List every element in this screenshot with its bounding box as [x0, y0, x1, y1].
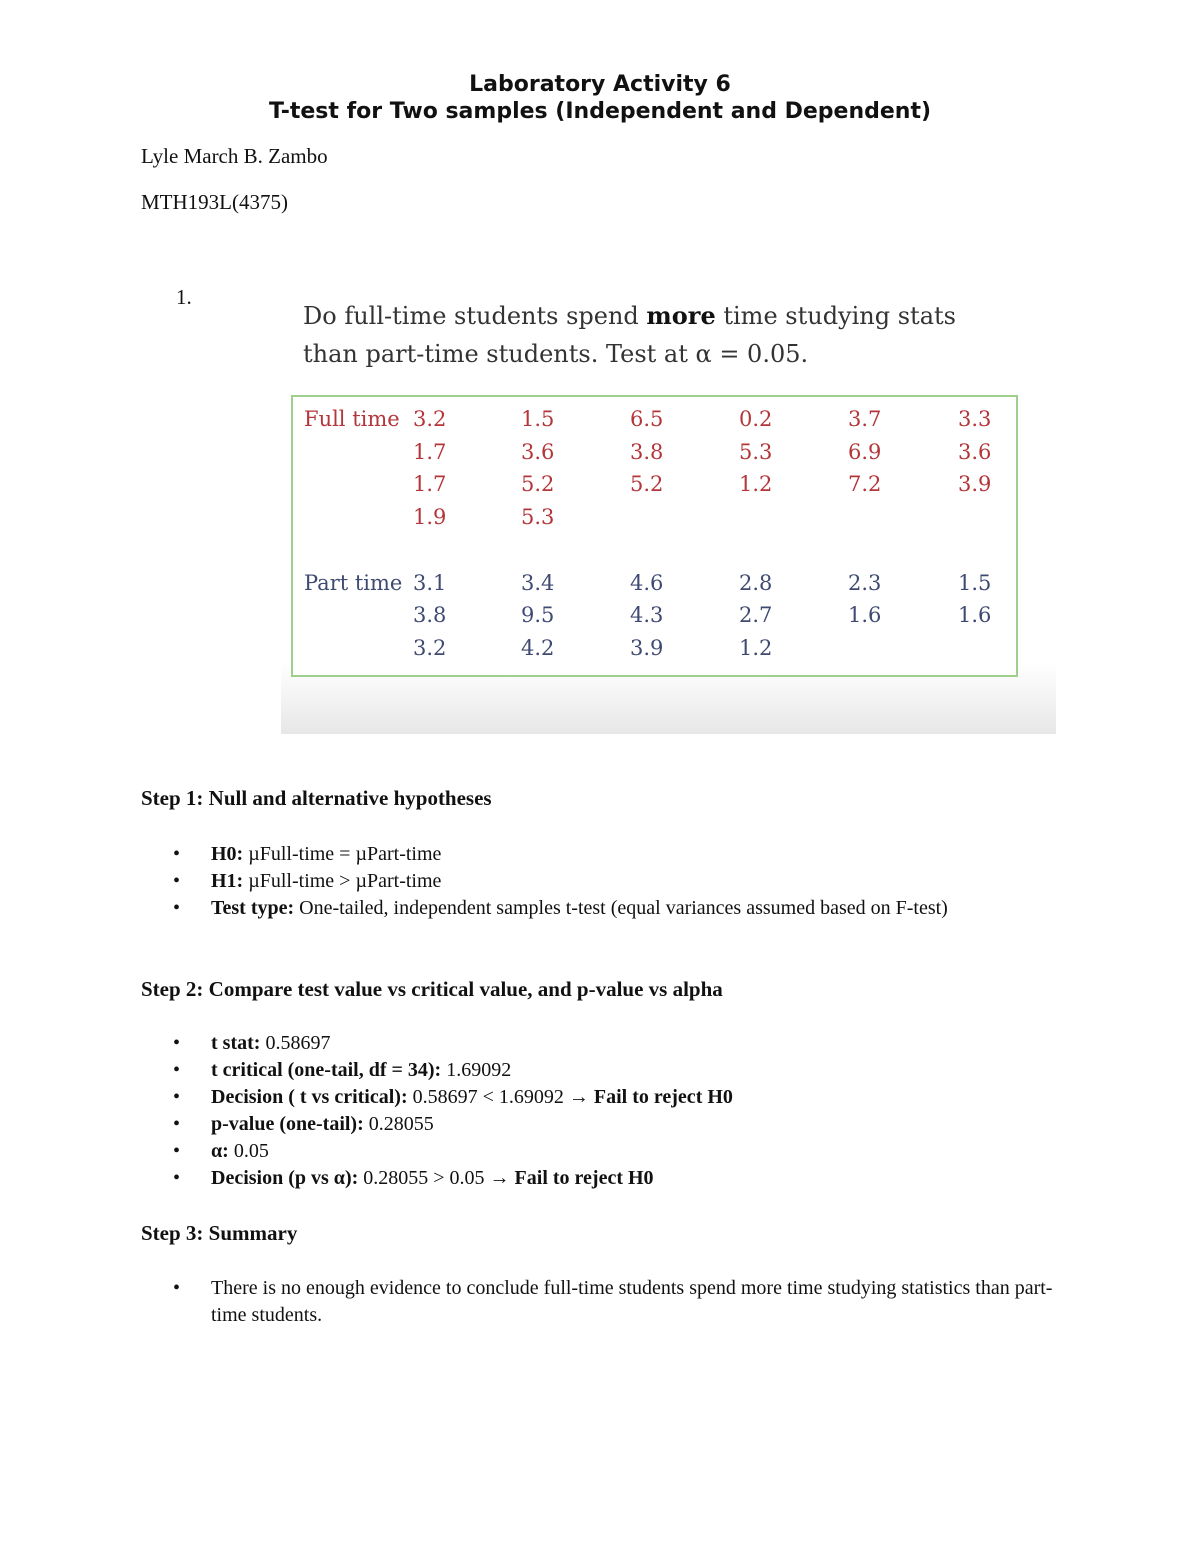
question-text-part: Do full-time students spend [303, 302, 647, 330]
step2-list [141, 1030, 1061, 1192]
step1-item-text: µFull-time > µPart-time [243, 870, 442, 892]
question-emphasis: more [646, 301, 716, 330]
step2-item [141, 1165, 1061, 1192]
question-number: 1. [176, 285, 192, 309]
part_time-value-cell: 1.5 [958, 571, 992, 595]
part_time-value-cell: 2.8 [739, 571, 773, 595]
author-name: Lyle March B. Zambo [141, 144, 328, 168]
part_time-value-cell: 3.2 [413, 636, 447, 660]
part_time-value-cell: 3.9 [630, 636, 664, 660]
part_time-value-cell: 1.6 [958, 603, 992, 627]
step2-item-text: 0.28055 [363, 1113, 434, 1135]
step2-item-text: 0.28055 > 0.05 → [358, 1167, 515, 1189]
step2-item-label: t stat: [211, 1032, 261, 1054]
full_time-value-cell: 1.7 [413, 440, 447, 464]
part_time-value-cell: 4.2 [521, 636, 555, 660]
step2-heading: Step 2: Compare test value vs critical value, and p-value vs alpha [141, 977, 723, 1001]
full_time-value-cell: 5.3 [739, 440, 773, 464]
full_time-value-cell: 3.9 [958, 472, 992, 496]
document-title: Laboratory Activity 6 [469, 72, 731, 97]
step3-list [141, 1275, 1061, 1329]
step2-item [141, 1111, 1061, 1138]
step2-item-text: 0.58697 < 1.69092 → [407, 1086, 594, 1108]
step1-item-text: µFull-time = µPart-time [243, 843, 442, 865]
part_time-value-cell: 4.3 [630, 603, 664, 627]
step3-item-text: There is no enough evidence to conclude full-time students spend more time studying statistics than part-time students. [211, 1277, 1053, 1326]
full_time-value-cell: 1.7 [413, 472, 447, 496]
question-text-part: time studying stats [715, 302, 956, 330]
full_time-value-cell: 3.6 [521, 440, 555, 464]
full_time-value-cell: 6.5 [630, 407, 664, 431]
full_time-value-cell: 6.9 [848, 440, 882, 464]
step2-item [141, 1030, 1061, 1057]
step1-item [141, 841, 1061, 868]
full_time-value-cell: 3.8 [630, 440, 664, 464]
step2-item [141, 1084, 1061, 1111]
step1-heading: Step 1: Null and alternative hypotheses [141, 786, 492, 810]
full_time-value-cell: 3.2 [413, 407, 447, 431]
step2-item-text: 0.05 [228, 1140, 269, 1162]
step1-item-label: H1: [211, 870, 244, 892]
data-table [291, 395, 1018, 677]
course-code: MTH193L(4375) [141, 190, 288, 214]
step2-item-label: Decision (p vs α): [211, 1167, 359, 1189]
full_time-value-cell: 3.6 [958, 440, 992, 464]
full-time-label: Full time [304, 407, 400, 431]
step2-item-label: p-value (one-tail): [211, 1113, 364, 1135]
step2-item-text: 1.69092 [441, 1059, 512, 1081]
part_time-value-cell: 2.7 [739, 603, 773, 627]
part_time-value-cell: 3.8 [413, 603, 447, 627]
step3-heading: Step 3: Summary [141, 1221, 298, 1245]
full_time-value-cell: 1.2 [739, 472, 773, 496]
step1-item [141, 868, 1061, 895]
part_time-value-cell: 1.2 [739, 636, 773, 660]
step1-item [141, 895, 1061, 922]
step2-item-conclusion: Fail to reject H0 [593, 1086, 733, 1108]
full_time-value-cell: 7.2 [848, 472, 882, 496]
part_time-value-cell: 1.6 [848, 603, 882, 627]
step2-item-conclusion: Fail to reject H0 [514, 1167, 654, 1189]
part-time-label: Part time [304, 571, 403, 595]
step1-item-label: H0: [211, 843, 244, 865]
part_time-value-cell: 3.4 [521, 571, 555, 595]
step2-item [141, 1138, 1061, 1165]
question-figure [281, 283, 1056, 734]
step2-item [141, 1057, 1061, 1084]
step1-item-text: One-tailed, independent samples t-test (equal variances assumed based on F-test) [294, 897, 948, 919]
step2-item-label: α: [211, 1140, 229, 1162]
full_time-value-cell: 5.2 [521, 472, 555, 496]
part_time-value-cell: 2.3 [848, 571, 882, 595]
step2-item-label: t critical (one-tail, df = 34): [211, 1059, 442, 1081]
full_time-value-cell: 5.2 [630, 472, 664, 496]
step2-item-text: 0.58697 [260, 1032, 331, 1054]
full_time-value-cell: 3.3 [958, 407, 992, 431]
part_time-value-cell: 4.6 [630, 571, 664, 595]
full_time-value-cell: 5.3 [521, 505, 555, 529]
question-text-line1 [303, 301, 956, 330]
question-text-line2: than part-time students. Test at α = 0.05. [303, 340, 809, 368]
full_time-value-cell: 3.7 [848, 407, 882, 431]
full_time-value-cell: 0.2 [739, 407, 773, 431]
part_time-value-cell: 3.1 [413, 571, 447, 595]
full_time-value-cell: 1.9 [413, 505, 447, 529]
part_time-value-cell: 9.5 [521, 603, 555, 627]
step3-item [141, 1275, 1061, 1329]
full_time-value-cell: 1.5 [521, 407, 555, 431]
document-subtitle: T-test for Two samples (Independent and Dependent) [268, 99, 932, 124]
step1-item-label: Test type: [211, 897, 295, 919]
step2-item-label: Decision ( t vs critical): [211, 1086, 408, 1108]
step1-list [141, 841, 1061, 922]
